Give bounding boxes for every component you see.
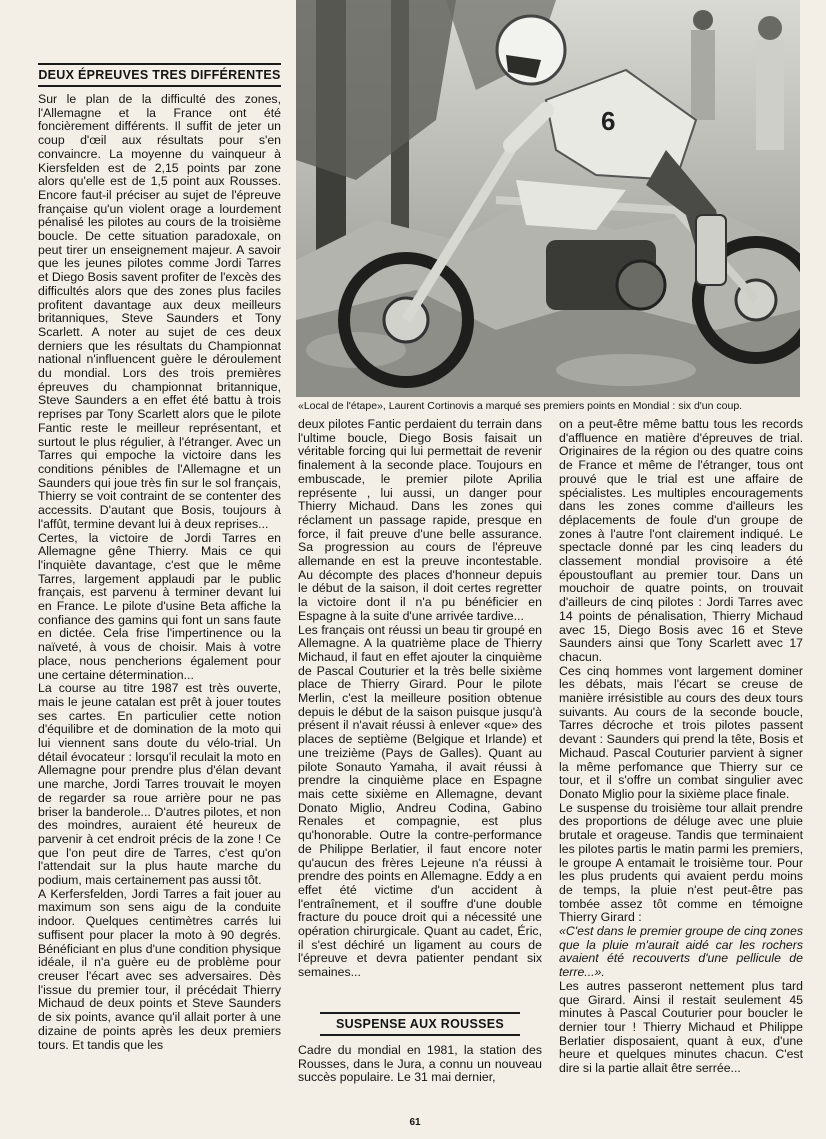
trial-motorcycle-photo — [296, 0, 800, 397]
paragraph: Le suspense du troisième tour allait prendre des proportions de déluge avec une pluie brutale et orageuse. Tandis que terminaient les pilotes partis le matin parmi les premiers, le groupe A entamait le troisième tour. Pour les plus prudents qui avaient perdu moins de temps, la pluie n'est peut-être pas tombée assez tôt comme en témoigne Thierry Girard : — [559, 800, 803, 925]
paragraph: Sur le plan de la difficulté des zones, l'Allemagne et la France ont été foncièrement différents. Il suffit de jeter un coup d'œil aux résultats pour s'en convaincre. La moyenne du vainqueur à Kiersfelden est de 2,15 points par zone alors qu'elle est de 1,5 point aux Rousses. Encore faut-il préciser au sujet de l'épreuve française qu'un violent orage a lourdement pénalisé les pilotes au cours de la troisième boucle. De cette situation paradoxale, on peut tirer un enseignement majeur. A savoir que les jeunes pilotes comme Jordi Tarres et Diego Bosis savent profiter de l'excès des difficultés alors que des zones plus faciles profitent davantage aux deux meilleurs britanniques, Steve Saunders et Tony Scarlett. A noter au sujet de ces deux derniers que les résultats du Championnat national n'influencent guère le déroulement du mondial. Lors des trois premières épreuves du championnat britannique, Steve Saunders a en effet été battu à trois reprises par Tony Scarlett alors que le pilote Fantic reste le meilleur représentant, et surtout le plus régulier, à l'étranger. Avec un Tarres qui empoche la victoire dans les conditions pénibles de l'Allemagne et un Saunders qui joue très fin sur le sol français, Thierry se voit contraint de se contenter des accessits. D'autant que Bosis, toujours à l'affût, termine devant lui à deux reprises... — [38, 92, 281, 531]
paragraph: Les français ont réussi un beau tir groupé en Allemagne. A la quatrième place de Thierry Michaud, il faut en effet ajouter la cinquième de Pascal Couturier et la très belle sixième place de Thierry Girard. Pour le pilote Merlin, c'est la meilleure position obtenue depuis le début de la saison puisque jusqu'à présent il n'avait réussi à enlever «que» des places de septième (Belgique et Irlande) et une treizième (Pays de Galles). Quant au pilote Sonauto Yamaha, il avait réussi à prendre la cinquième place en Espagne mais cette sixième en Allemagne, devant Donato Miglio, Andreu Codina, Gabino Renales et compagnie, est plus qu'honorable. Outre la contre-performance de Philippe Berlatier, il faut encore noter qu'aucun des frères Lejeune n'a réussi à prendre des points en Allemagne. Eddy a en effet été victime d'un accident à l'entraînement, et il souffre d'une double fracture du pouce droit qui a nécessité une opération chirurgicale. Quant au cadet, Éric, il s'est déchiré un ligament au cours de l'épreuve et devra patienter pendant six semaines... — [298, 622, 542, 980]
paragraph: La course au titre 1987 est très ouverte, mais le jeune catalan est prêt à jouer toutes ses cartes. En particulier cette notion d'équilibre et de domination de la moto qui lui viennent sans doute du vélo-trial. Un détail évocateur : lorsqu'il reculait la moto en Allemagne pour prendre plus d'élan devant une marche, Jordi Tarres trouvait le moyen de regarder sa roue arrière pour ne pas briser la banderole... D'autres pilotes, et non des moindres, auraient été heureux de parvenir à cet endroit précis de la zone ! Ce que l'on peut dire de Tarres, c'est qu'on l'attendait sur la plus haute marche du podium, mais certainement pas aussi tôt. — [38, 681, 281, 888]
quote: «C'est dans le premier groupe de cinq zones que la pluie m'aurait aidé car les rochers avaient été recouverts d'une pellicule de terre...». — [559, 924, 803, 980]
paragraph: on a peut-être même battu tous les records d'affluence en matière d'épreuves de trial. Originaires de la région ou des quatre coins de France et même de l'étranger, tous ont prouvé que le trial est une affaire de spécialistes. Les multiples encouragements dans les zones comme d'ailleurs les déplacements de foule d'un groupe de zones à l'autre l'ont clairement indiqué. Le spectacle donné par les cinq leaders du classement mondial provisoire a été époustouflant au premier tour. Dans un mouchoir de quatre points, on trouvait d'ailleurs de cinq pilotes : Jordi Tarres avec 14 points de pénalisation, Thierry Michaud avec 15, Diego Bosis avec 16 et Steve Saunders ainsi que Tony Scarlett avec 17 chacun. — [559, 417, 803, 664]
paragraph: Cadre du mondial en 1981, la station des Rousses, dans le Jura, a connu un nouveau succès populaire. Le 31 mai dernier, — [298, 1043, 542, 1085]
article-column-2-bottom — [298, 1044, 542, 1085]
article-column-3 — [559, 418, 803, 1076]
rider-number: 6 — [601, 106, 616, 136]
paragraph: Les autres passeront nettement plus tard que Girard. Ainsi il restait seulement 45 minutes à Pascal Couturier pour boucler le dernier tour ! Thierry Michaud et Philippe Berlatier disposaient, quant à eux, d'une heure et quelques minutes chacun. C'est dire si la partie allait être serrée... — [559, 978, 803, 1076]
paragraph: Ces cinq hommes vont largement dominer les débats, mais l'écart se creuse de manière irrésistible au cours des deux tours suivants. Au cours de la seconde boucle, Tarres décroche et trois pilotes passent devant : Saunders qui prend la tête, Bosis et Michaud. Pascal Couturier parvient à signer la même perfomance que Thierry sur ce tour, et il s'offre un combat singulier avec Donato Miglio pour la sixième place finale. — [559, 663, 803, 801]
photo-caption: «Local de l'étape», Laurent Cortinovis a marqué ses premiers points en Mondial : six d'un coup. — [298, 400, 743, 412]
article-column-1 — [38, 93, 281, 1052]
page-number: 61 — [409, 1117, 421, 1128]
paragraph: deux pilotes Fantic perdaient du terrain dans l'ultime boucle, Diego Bosis faisait un véritable forcing qui lui permettait de revenir finalement à la seconde place. Toujours en embuscade, le premier pilote Aprilia représente , lui aussi, un danger pour Thierry Michaud. Dans les zones qui réclament un passage rapide, presque en force, il fait preuve d'une belle assurance. Sa progression au cours de l'épreuve allemande en est la preuve incontestable. Au décompte des places d'honneur depuis le début de la saison, il doit certes regretter la victoire dont il n'a pu bénéficier en Espagne à la suite d'une arrivée tardive... — [298, 417, 542, 623]
section-heading-deux-epreuves: DEUX ÉPREUVES TRES DIFFÉRENTES — [38, 63, 281, 87]
paragraph: Certes, la victoire de Jordi Tarres en Allemagne gêne Thierry. Mais ce qui l'inquiète davantage, c'est que le même Tarres, largement applaudi par le public français, est parvenu à terminer devant lui en France. Le pilote d'usine Beta affiche la confiance des gamins qui font un sans faute en dictée. Cela frise l'impertinence ou la naïveté, à vous de choisir. Mais à votre place, nous pencherions également pour une certaine détermination... — [38, 530, 281, 682]
article-column-2 — [298, 418, 542, 980]
photo-illustration — [296, 0, 800, 397]
paragraph: A Kerfersfelden, Jordi Tarres a fait jouer au maximum son sens aigu de la conduite indoor. Quelques centimètres carrés lui suffisent pour placer la moto à 90 degrés. Bénéficiant en plus d'une condition physique idéale, il n'a guère eu de problème pour creuser l'écart avec ses adversaires. Dès l'issue du premier tour, il précédait Thierry Michaud de deux points et Steve Saunders de six points, avance qu'il allait porter à une dizaine de points après les deux premiers tours. Et tandis que les — [38, 886, 281, 1052]
section-heading-suspense: SUSPENSE AUX ROUSSES — [320, 1012, 520, 1036]
